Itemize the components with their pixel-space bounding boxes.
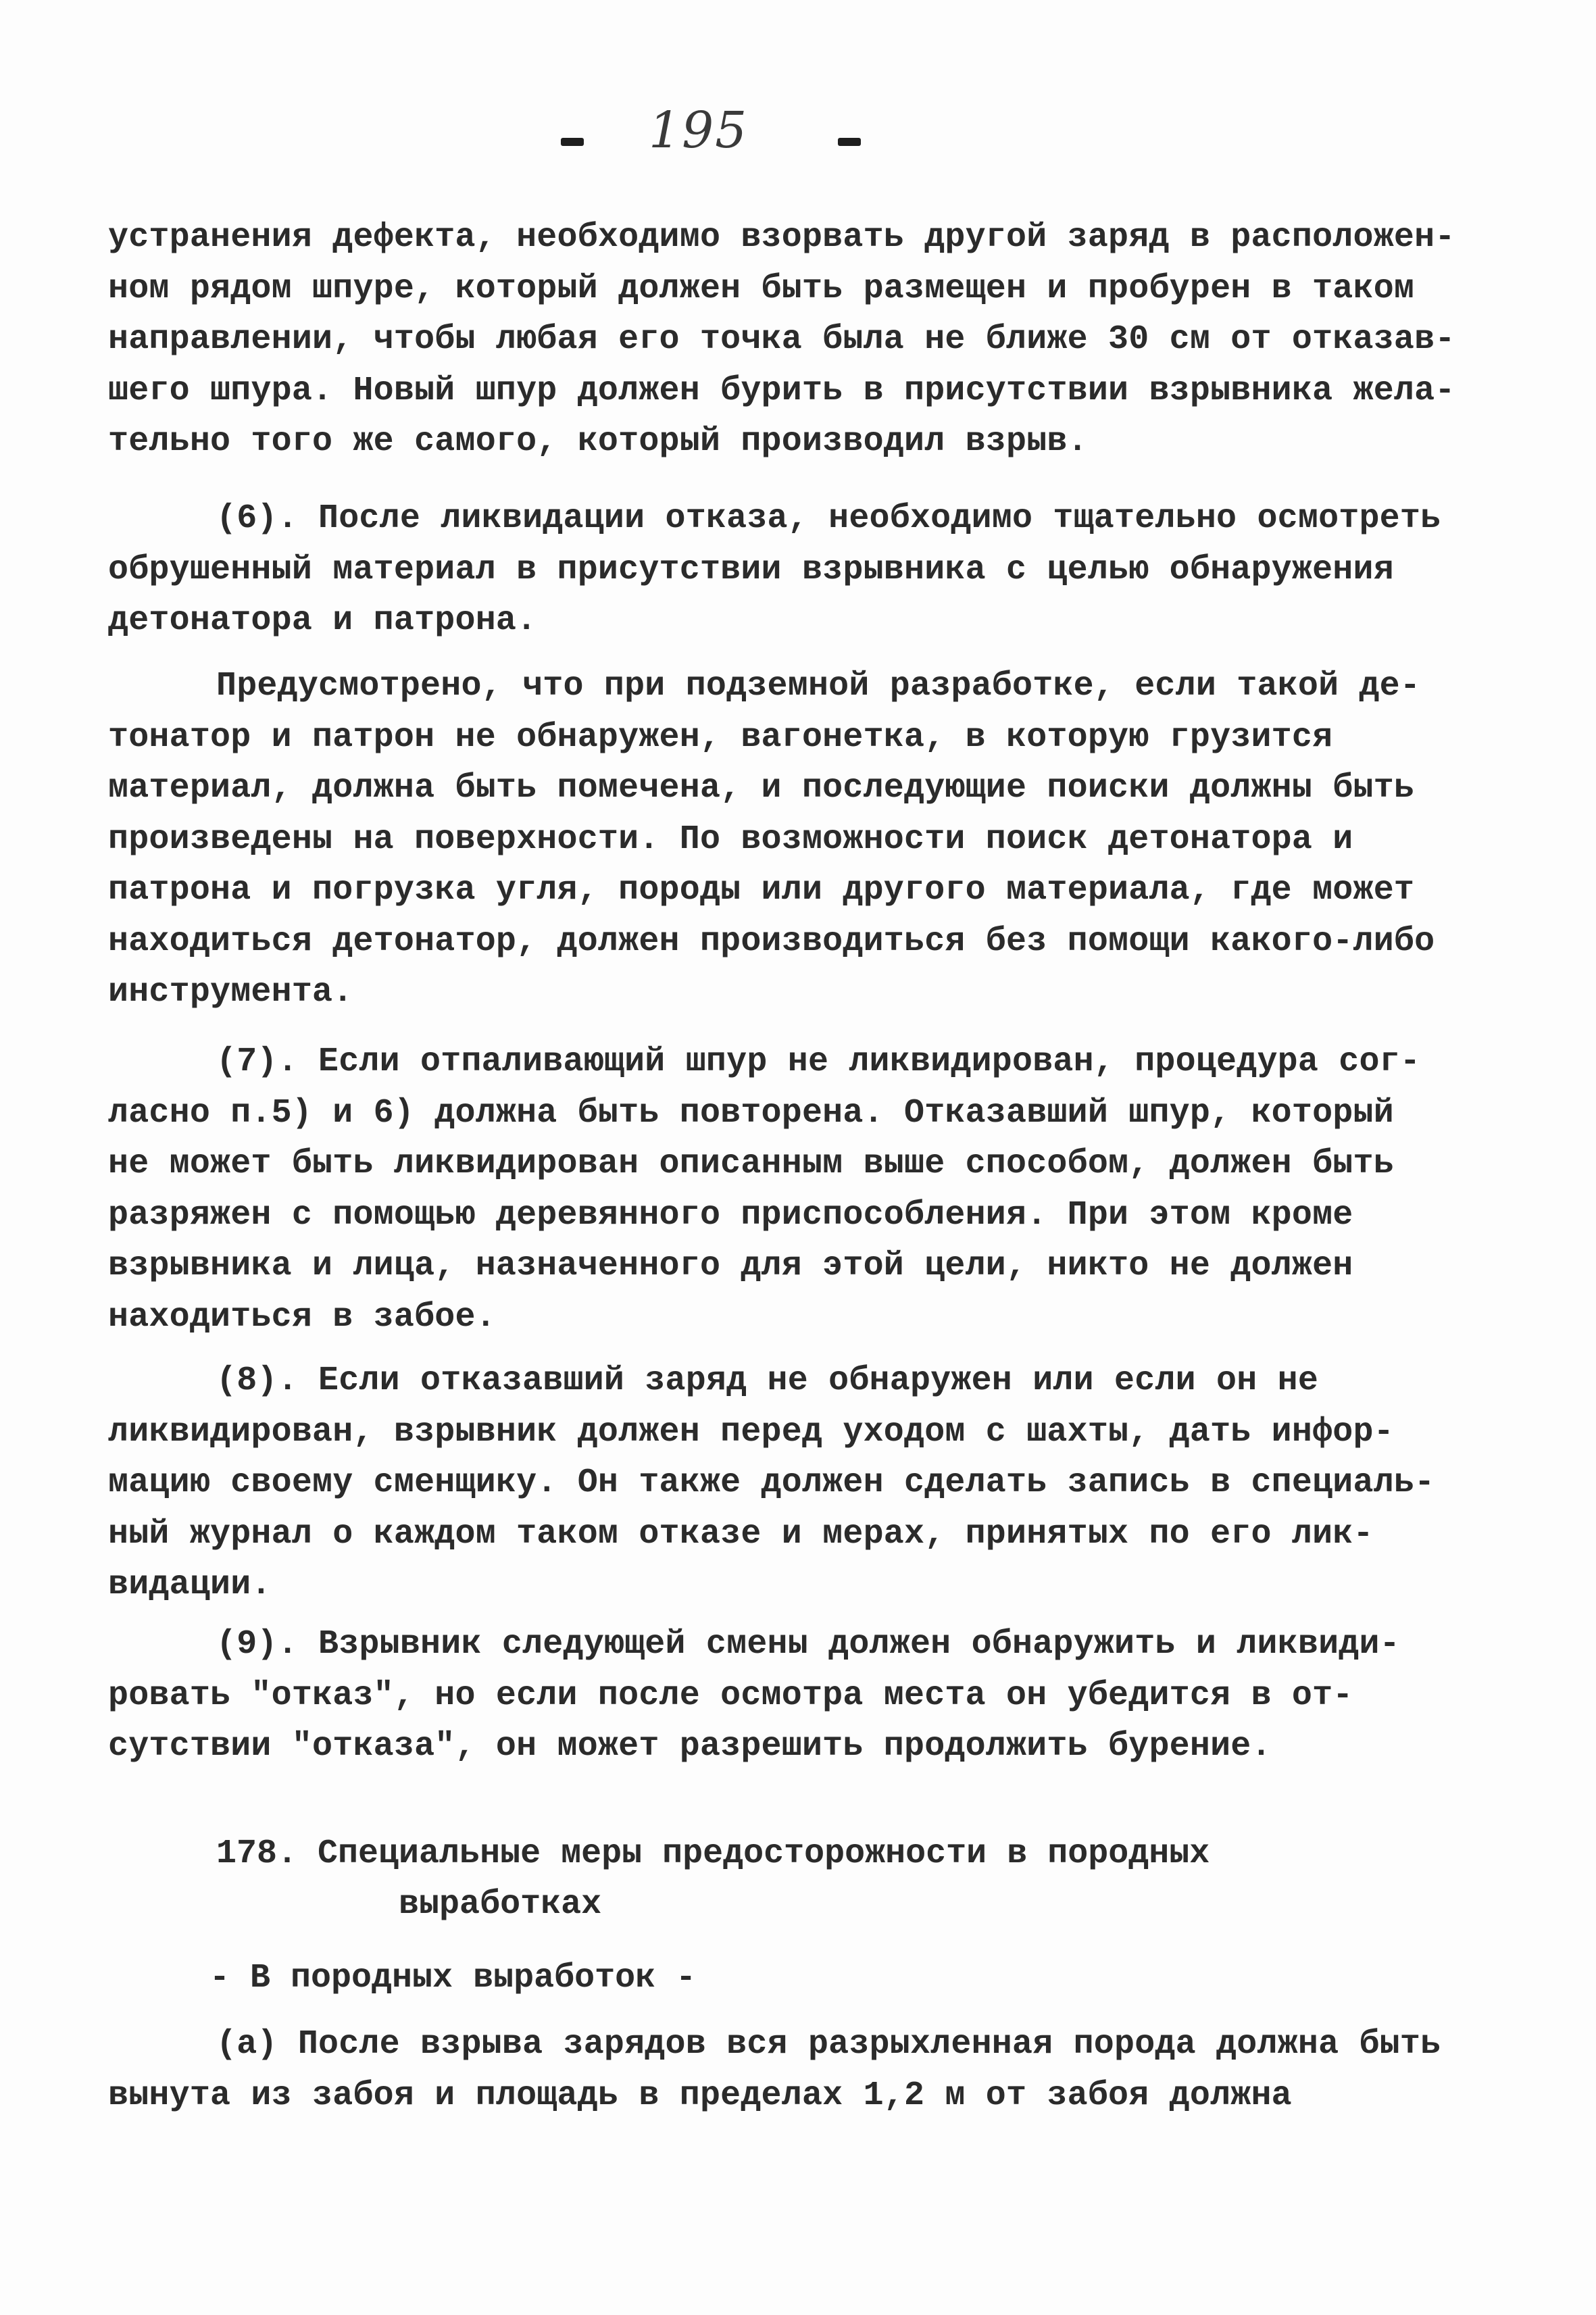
paragraph-6: (6). После ликвидации отказа, необходимо тщательно осмотреть обрушенный материал в присутствии взрывника с целью обнаружения детонатора и патрона.	[108, 499, 1441, 640]
page-number: 195	[649, 101, 749, 159]
paragraph-7: (7). Если отпаливающий шпур не ликвидирован, процедура сог- ласно п.5) и 6) должна быть повторена. Отказавший шпур, который не может быть ликвидирован описанным выше способом, должен быть разряжен с помощью деревянного приспособления. При этом кроме взрывника и лица, назначенного для этой цели, никто не должен находиться в забое.	[108, 1043, 1421, 1337]
page-header	[527, 101, 1000, 182]
section-heading: 178. Специальные меры предосторожности в породных выработках	[216, 1835, 1210, 1924]
paragraph-6-note: Предусмотрено, что при подземной разработке, если такой де- тонатор и патрон не обнаружен, вагонетка, в которую грузится материал, должна быть помечена, и последующие поиски должны быть произведены на поверхности. По возможности поиск детонатора и патрона и погрузка угля, породы или другого материала, где может находиться детонатор, должен производиться без помощи какого-либо инструмента.	[108, 667, 1435, 1012]
paragraph-a: (а) После взрыва зарядов вся разрыхленная порода должна быть вынута из забоя и площадь в пределах 1,2 м от забоя должна	[108, 2025, 1441, 2115]
header-dash-right	[838, 138, 861, 146]
paragraph-9: (9). Взрывник следующей смены должен обнаружить и ликвиди- ровать "отказ", но если после осмотра места он убедится в от- сутствии "отказа", он может разрешить продолжить бурение.	[108, 1625, 1400, 1766]
section-subheading: - В породных выработок -	[209, 1959, 697, 1997]
paragraph-continuation: устранения дефекта, необходимо взорвать другой заряд в расположен- ном рядом шпуре, который должен быть размещен и пробурен в таком направлении, чтобы любая его точка была не ближе 30 см от отказав- шего шпура. Новый шпур должен бурить в присутствии взрывника жела- тельно того же самого, который производил взрыв.	[108, 218, 1455, 461]
header-dash-left	[561, 138, 584, 146]
paragraph-8: (8). Если отказавший заряд не обнаружен или если он не ликвидирован, взрывник должен перед уходом с шахты, дать инфор- мацию своему сменщику. Он также должен сделать запись в специаль- ный журнал о каждом таком отказе и мерах, принятых по его лик- видации.	[108, 1362, 1435, 1604]
